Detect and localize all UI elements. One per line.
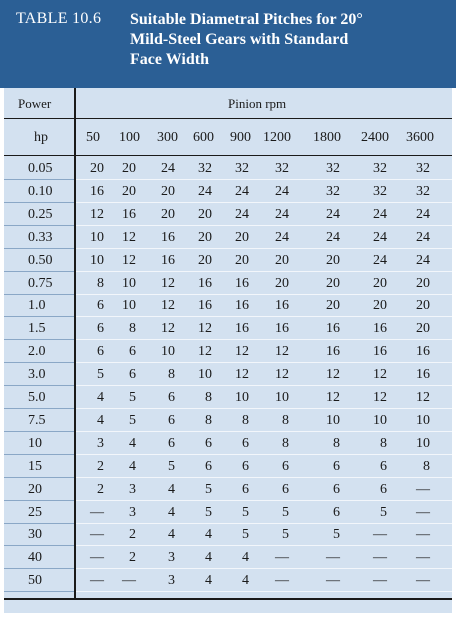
pitch-cell: 24 [373, 229, 387, 245]
pitch-cell: 6 [380, 481, 387, 497]
row-divider [76, 385, 452, 386]
pitch-cell: 16 [275, 298, 289, 314]
table-row [4, 524, 452, 546]
table-row [4, 250, 452, 272]
pitch-cell: 6 [380, 458, 387, 474]
pitch-cell: 6 [282, 458, 289, 474]
pitch-cell: 8 [282, 435, 289, 451]
pitch-cell: 12 [373, 390, 387, 405]
pitch-cell: 16 [161, 252, 175, 268]
pitch-cell: 5 [205, 504, 212, 520]
pitch-cell: 24 [198, 183, 212, 199]
pitch-cell: 6 [97, 344, 104, 360]
hp-cell: 2.0 [28, 344, 46, 360]
hp-cell: 15 [28, 458, 42, 474]
pitch-cell: — [90, 573, 104, 589]
hp-cell: 0.10 [28, 183, 53, 199]
hp-cell: 0.50 [28, 252, 53, 268]
row-divider [76, 408, 452, 409]
table-row [4, 456, 452, 478]
pitch-cell: 4 [242, 550, 249, 566]
row-divider [4, 477, 74, 478]
pitch-cell: 8 [333, 435, 340, 451]
pitch-cell: 5 [282, 504, 289, 520]
pitch-cell: — [326, 573, 340, 589]
row-divider [4, 339, 74, 340]
rpm-header-1800: 1800 [313, 130, 341, 145]
hp-cell: 0.05 [28, 161, 53, 176]
pitch-cell: 6 [333, 504, 340, 520]
pitch-cell: — [416, 504, 430, 520]
pitch-cell: 16 [326, 344, 340, 360]
pitch-cell: 6 [168, 412, 175, 428]
pitch-cell: 12 [416, 390, 430, 405]
table-row [4, 410, 452, 432]
pitch-cell: 2 [97, 481, 104, 497]
table-row [4, 295, 452, 317]
pitch-cell: 10 [275, 390, 289, 405]
pitch-cell: 20 [198, 229, 212, 245]
hp-cell: 1.5 [28, 321, 46, 337]
table-title: Suitable Diametral Pitches for 20° Mild-Steel Gears with Standard Face Width [130, 11, 363, 68]
pitch-cell: 16 [275, 321, 289, 337]
pitch-cell: 32 [326, 183, 340, 199]
pitch-cell: 4 [97, 412, 104, 428]
pitch-cell: 12 [122, 229, 136, 245]
hp-heading: hp [34, 130, 48, 145]
pitch-cell: — [90, 550, 104, 566]
pitch-cell: 24 [235, 206, 249, 222]
pitch-cell: 8 [205, 412, 212, 428]
pitch-cell: 4 [129, 458, 136, 474]
pitch-cell: 20 [416, 275, 430, 291]
row-divider [4, 500, 74, 501]
pitch-cell: 24 [416, 252, 430, 268]
row-divider [76, 568, 452, 569]
pitch-cell: 20 [326, 298, 340, 314]
hp-cell: 3.0 [28, 367, 46, 383]
pitch-cell: 24 [373, 206, 387, 222]
table-row [4, 570, 452, 592]
pitch-cell: 16 [235, 321, 249, 337]
hp-cell: 50 [28, 573, 42, 589]
hp-cell: 25 [28, 504, 42, 520]
pitch-cell: 20 [161, 183, 175, 199]
pitch-cell: 16 [90, 183, 104, 199]
pitch-cell: 10 [326, 412, 340, 428]
pitch-cell: 20 [275, 252, 289, 268]
pitch-cell: 32 [373, 183, 387, 199]
pitch-cell: — [122, 573, 136, 589]
row-divider [76, 294, 452, 295]
table-row [4, 227, 452, 249]
pitch-cell: 16 [416, 344, 430, 360]
pitch-cell: — [373, 550, 387, 566]
pitch-cell: 16 [198, 298, 212, 314]
pitch-cell: — [275, 550, 289, 566]
pinion-rpm-heading: Pinion rpm [228, 96, 287, 111]
row-divider [4, 454, 74, 455]
rpm-header-1200: 1200 [263, 130, 291, 145]
row-divider [4, 179, 74, 180]
rpm-header-100: 100 [119, 130, 140, 145]
rpm-header-300: 300 [157, 130, 178, 145]
pitch-cell: 6 [129, 367, 136, 383]
pitch-cell: 10 [122, 275, 136, 291]
table-row [4, 341, 452, 363]
rpm-header-50: 50 [86, 130, 100, 145]
pitch-cell: 4 [205, 527, 212, 543]
row-divider [4, 294, 74, 295]
table-number: TABLE 10.6 [16, 10, 102, 27]
table-bottom-rule [4, 598, 452, 600]
pitch-cell: 5 [129, 390, 136, 405]
pitch-cell: 16 [235, 298, 249, 314]
pitch-cell: 4 [97, 390, 104, 405]
pitch-cell: 20 [161, 206, 175, 222]
pitch-cell: — [373, 573, 387, 589]
pitch-cell: 5 [205, 481, 212, 497]
hp-cell: 1.0 [28, 298, 46, 314]
hp-cell: 0.25 [28, 206, 53, 222]
pitch-cell: 10 [161, 344, 175, 360]
pitch-cell: 3 [129, 504, 136, 520]
pitch-cell: 20 [235, 229, 249, 245]
pitch-cell: 2 [129, 550, 136, 566]
table-row [4, 547, 452, 569]
pitch-cell: 12 [275, 344, 289, 360]
pitch-cell: — [275, 573, 289, 589]
pitch-cell: 8 [242, 412, 249, 428]
pitch-cell: 6 [205, 435, 212, 451]
pitch-cell: — [416, 481, 430, 497]
pitch-cell: 6 [333, 458, 340, 474]
pitch-cell: 16 [416, 367, 430, 383]
row-divider [76, 431, 452, 432]
pitch-cell: 5 [168, 458, 175, 474]
pitch-cell: 10 [373, 412, 387, 428]
pitch-cell: 24 [275, 206, 289, 222]
row-divider [4, 271, 74, 272]
pitch-cell: 20 [373, 275, 387, 291]
pitch-cell: 8 [423, 458, 430, 474]
rpm-header-3600: 3600 [406, 130, 434, 145]
pitch-cell: 12 [161, 298, 175, 314]
pitch-cell: 5 [129, 412, 136, 428]
pitch-cell: 8 [282, 412, 289, 428]
pitch-cell: — [416, 550, 430, 566]
hp-cell: 10 [28, 435, 42, 451]
pitch-cell: 10 [235, 390, 249, 405]
pitch-cell: 4 [168, 527, 175, 543]
table-row [4, 479, 452, 501]
table-row [4, 502, 452, 524]
row-divider [76, 454, 452, 455]
pitch-cell: 6 [333, 481, 340, 497]
pitch-cell: 6 [242, 481, 249, 497]
pitch-cell: — [373, 527, 387, 543]
table-row [4, 181, 452, 203]
pitch-cell: 24 [161, 161, 175, 176]
pitch-cell: 16 [373, 321, 387, 337]
table-header [0, 0, 456, 88]
pitch-cell: 2 [129, 527, 136, 543]
pitch-cell: 6 [168, 435, 175, 451]
row-divider [76, 248, 452, 249]
pitch-cell: 8 [97, 275, 104, 291]
pitch-cell: 10 [198, 367, 212, 383]
pitch-cell: 16 [122, 206, 136, 222]
row-divider [4, 362, 74, 363]
rpm-header-900: 900 [230, 130, 251, 145]
rpm-header-2400: 2400 [361, 130, 389, 145]
pitch-cell: 20 [373, 298, 387, 314]
row-divider [4, 316, 74, 317]
pitch-cell: 12 [326, 390, 340, 405]
pitch-cell: 20 [90, 161, 104, 176]
rpm-header-600: 600 [193, 130, 214, 145]
pitch-cell: 5 [282, 527, 289, 543]
pitch-cell: 6 [168, 390, 175, 405]
pitch-cell: 16 [373, 344, 387, 360]
pitch-cell: 12 [161, 275, 175, 291]
pitch-cell: 12 [122, 252, 136, 268]
pitch-cell: 10 [90, 229, 104, 245]
pitch-cell: 6 [282, 481, 289, 497]
table-row [4, 204, 452, 226]
pitch-cell: 20 [198, 206, 212, 222]
row-divider [76, 271, 452, 272]
pitch-cell: 16 [235, 275, 249, 291]
pitch-cell: 16 [161, 229, 175, 245]
pitch-cell: 3 [129, 481, 136, 497]
pitch-cell: 10 [90, 252, 104, 268]
pitch-cell: 12 [326, 367, 340, 383]
pitch-cell: 10 [122, 298, 136, 314]
table-row [4, 387, 452, 409]
pitch-cell: 16 [198, 275, 212, 291]
row-divider [76, 316, 452, 317]
pitch-cell: 4 [129, 435, 136, 451]
row-divider [4, 248, 74, 249]
pitch-cell: 5 [380, 504, 387, 520]
pitch-cell: 12 [235, 367, 249, 383]
pitch-cell: 20 [235, 252, 249, 268]
pitch-cell: 4 [205, 573, 212, 589]
pitch-cell: 12 [198, 344, 212, 360]
hp-cell: 20 [28, 481, 42, 497]
pitch-cell: 24 [275, 183, 289, 199]
row-divider [4, 202, 74, 203]
table-row [4, 364, 452, 386]
row-divider [76, 339, 452, 340]
pitch-cell: 8 [168, 367, 175, 383]
pitch-cell: — [90, 504, 104, 520]
pitch-cell: 12 [198, 321, 212, 337]
row-divider [4, 385, 74, 386]
row-divider [4, 225, 74, 226]
pitch-cell: 24 [235, 183, 249, 199]
pitch-cell: 12 [373, 367, 387, 383]
pitch-cell: 24 [416, 206, 430, 222]
column-header-divider [4, 155, 452, 156]
row-divider [76, 500, 452, 501]
pitch-cell: 4 [242, 573, 249, 589]
row-divider [76, 523, 452, 524]
pitch-cell: 20 [198, 252, 212, 268]
pitch-cell: 32 [275, 161, 289, 176]
pitch-cell: 6 [242, 435, 249, 451]
pitch-cell: 10 [416, 435, 430, 451]
pitch-cell: 8 [129, 321, 136, 337]
pitch-cell: 32 [198, 161, 212, 176]
pitch-cell: 6 [242, 458, 249, 474]
row-divider [76, 477, 452, 478]
pitch-cell: 32 [326, 161, 340, 176]
pitch-cell: 32 [416, 183, 430, 199]
row-divider [76, 202, 452, 203]
pitch-cell: 10 [416, 412, 430, 428]
pitch-cell: 32 [373, 161, 387, 176]
pitch-cell: 3 [168, 550, 175, 566]
table-row [4, 158, 452, 180]
pitch-cell: 12 [275, 367, 289, 383]
pitch-cell: 3 [168, 573, 175, 589]
pitch-cell: 20 [326, 252, 340, 268]
hp-cell: 30 [28, 527, 42, 543]
power-heading: Power [18, 96, 52, 111]
table-row [4, 433, 452, 455]
pitch-cell: — [416, 527, 430, 543]
pitch-cell: 6 [97, 321, 104, 337]
row-divider [76, 591, 452, 592]
row-divider [76, 179, 452, 180]
pitch-cell: 24 [416, 229, 430, 245]
hp-cell: 0.75 [28, 275, 53, 291]
row-divider [4, 408, 74, 409]
row-divider [4, 545, 74, 546]
pitch-cell: 20 [326, 275, 340, 291]
pitch-cell: 8 [205, 390, 212, 405]
row-divider [4, 523, 74, 524]
pitch-cell: 5 [242, 504, 249, 520]
pitch-cell: 4 [205, 550, 212, 566]
pitch-cell: 12 [90, 206, 104, 222]
pitch-cell: 2 [97, 458, 104, 474]
pitch-cell: 4 [168, 504, 175, 520]
pitch-cell: 24 [326, 206, 340, 222]
row-divider [76, 362, 452, 363]
pitch-cell: 12 [161, 321, 175, 337]
pitch-cell: 6 [129, 344, 136, 360]
hp-cell: 7.5 [28, 412, 46, 428]
pitch-cell: 20 [275, 275, 289, 291]
hp-cell: 0.33 [28, 229, 53, 245]
pitch-cell: 32 [235, 161, 249, 176]
row-divider [4, 431, 74, 432]
pitch-cell: 16 [326, 321, 340, 337]
pitch-cell: 24 [326, 229, 340, 245]
pitch-cell: 6 [97, 298, 104, 314]
pitch-cell: 20 [416, 321, 430, 337]
pitch-cell: 24 [275, 229, 289, 245]
pitch-cell: 5 [333, 527, 340, 543]
row-divider [76, 225, 452, 226]
hp-cell: 40 [28, 550, 42, 566]
pitch-cell: — [416, 573, 430, 589]
pitch-cell: 20 [122, 183, 136, 199]
pitch-cell: 3 [97, 435, 104, 451]
table-row [4, 273, 452, 295]
row-divider [4, 568, 74, 569]
pitch-cell: 24 [373, 252, 387, 268]
row-divider [4, 591, 74, 592]
pitch-cell: 20 [416, 298, 430, 314]
pitch-cell: — [90, 527, 104, 543]
pitch-cell: 5 [97, 367, 104, 383]
pitch-cell: 8 [380, 435, 387, 451]
pitch-cell: 20 [122, 161, 136, 176]
pitch-cell: 5 [242, 527, 249, 543]
pitch-cell: 12 [235, 344, 249, 360]
table-row [4, 318, 452, 340]
pitch-cell: 6 [205, 458, 212, 474]
row-divider [76, 545, 452, 546]
header-divider [4, 118, 452, 119]
pitch-cell: — [326, 550, 340, 566]
pitch-cell: 4 [168, 481, 175, 497]
pitch-cell: 32 [416, 161, 430, 176]
hp-cell: 5.0 [28, 390, 46, 405]
